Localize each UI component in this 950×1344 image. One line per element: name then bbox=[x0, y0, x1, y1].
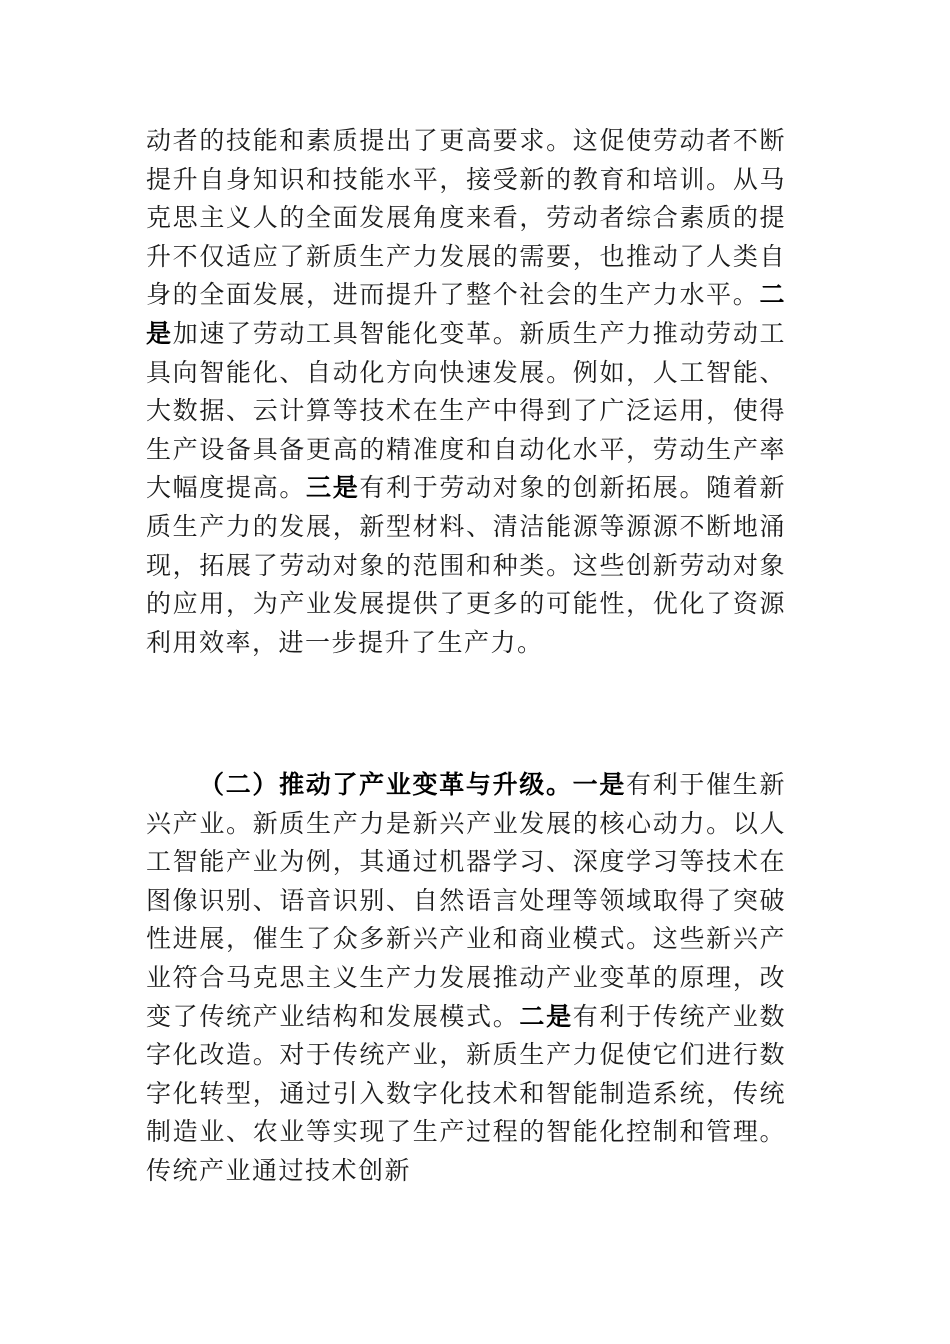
body-paragraph-section-two bbox=[146, 766, 786, 1236]
text-segment: 有利于劳动对象的创新拓展。随着新质生产力的发展，新型材料、清洁能源等源源不断地涌现，拓展了劳动对象的范围和种类。这些创新劳动对象的应用，为产业发展提供了更多的可能性，优化了资源利用效率，进一步提升了生产力。 bbox=[146, 473, 786, 657]
enumeration-marker-third: 三是 bbox=[306, 473, 360, 503]
body-paragraph-continued bbox=[146, 122, 786, 742]
text-segment: 有利于传统产业数字化改造。对于传统产业，新质生产力促使它们进行数字化转型，通过引入数字化技术和智能制造系统，传统制造业、农业等实现了生产过程的智能化控制和管理。传统产业通过技术创新 bbox=[146, 1001, 786, 1185]
text-segment: 加速了劳动工具智能化变革。新质生产力推动劳动工具向智能化、自动化方向快速发展。例如，人工智能、大数据、云计算等技术在生产中得到了广泛运用，使得生产设备具备更高的精准度和自动化水平，劳动生产率大幅度提高。 bbox=[146, 318, 786, 503]
enumeration-marker-first: 一是 bbox=[572, 770, 627, 799]
enumeration-marker-second: 二是 bbox=[519, 1001, 573, 1031]
text-segment: 有利于催生新兴产业。新质生产力是新兴产业发展的核心动力。以人工智能产业为例，其通过机器学习、深度学习等技术在图像识别、语音识别、自然语言处理等领域取得了突破性进展，催生了众多新兴产业和商业模式。这些新兴产业符合马克思主义生产力发展推动产业变革的原理，改变了传统产业结构和发展模式。 bbox=[146, 770, 786, 1031]
text-segment: 动者的技能和素质提出了更高要求。这促使劳动者不断提升自身知识和技能水平，接受新的教育和培训。从马克思主义人的全面发展角度来看，劳动者综合素质的提升不仅适应了新质生产力发展的需要，也推动了人类自身的全面发展，进而提升了整个社会的生产力水平。 bbox=[146, 126, 786, 310]
enumeration-marker-second: 二是 bbox=[146, 280, 786, 348]
section-heading: （二）推动了产业变革与升级。 bbox=[199, 770, 573, 799]
